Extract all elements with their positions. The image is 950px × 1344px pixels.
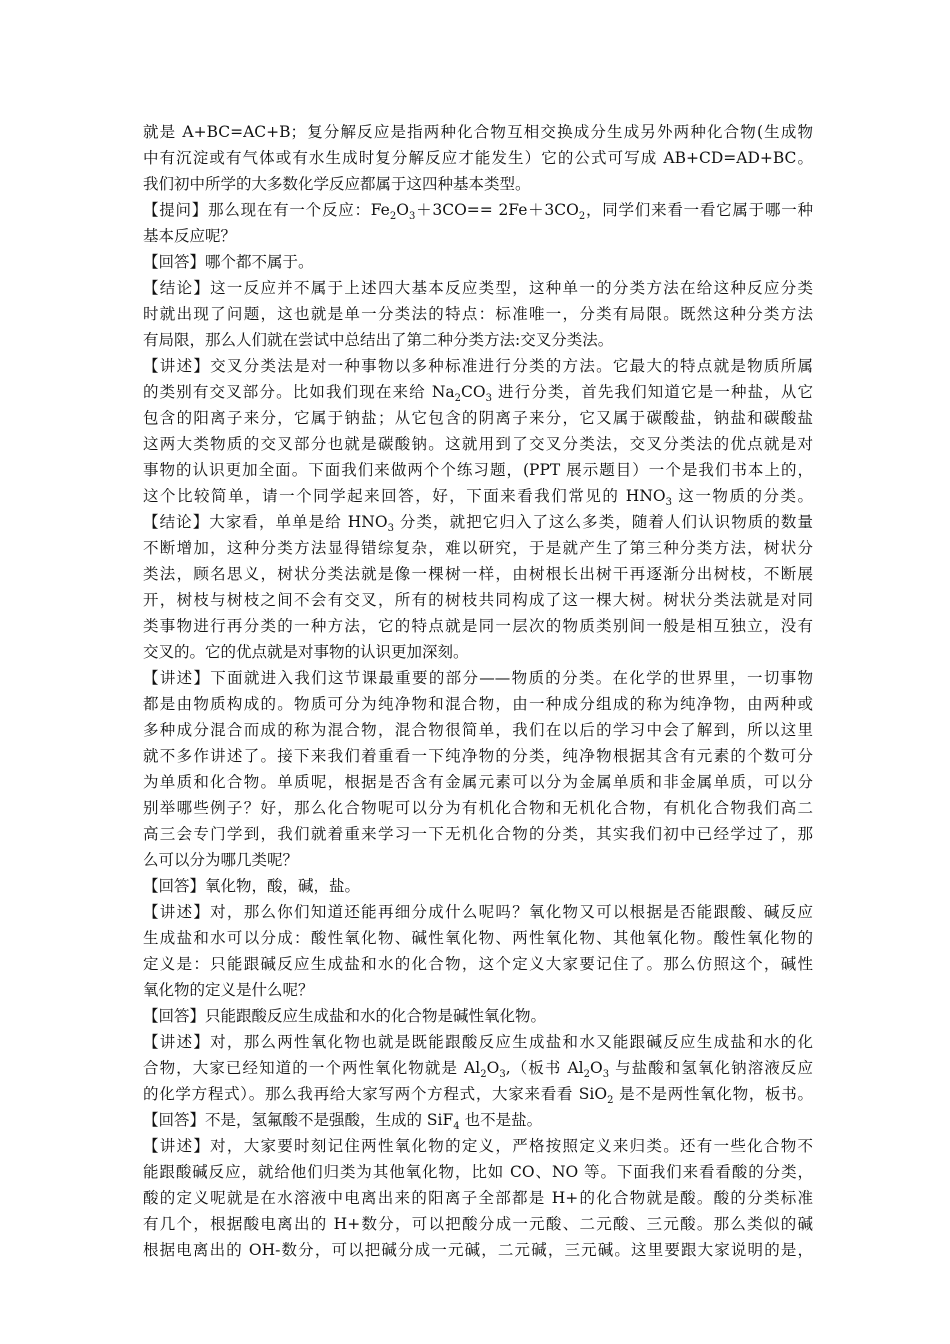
text-line: 包含的阳离子来分，它属于钠盐；从它包含的阴离子来分，它又属于碳酸盐，钠盐和碳酸盐 xyxy=(143,409,813,427)
text-line: 事物的认识更加全面。下面我们来做两个个练习题，(PPT 展示题目）一个是我们书本上的， xyxy=(143,461,813,479)
text-line: 【讲述】对，那么两性氧化物也就是既能跟酸反应生成盐和水又能跟碱反应生成盐和水的化 xyxy=(143,1033,813,1051)
text-line: 的类别有交叉部分。比如我们现在来给 $Na_2CO_3$ 进行分类，首先我们知道它是一种盐，从它 xyxy=(143,383,813,404)
text-line: 不断增加，这种分类方法显得错综复杂，难以研究，于是就产生了第三种分类方法，树状分 xyxy=(143,539,813,557)
text-line: 【回答】不是，氢氟酸不是强酸，生成的 SiF$_4$ 也不是盐。 xyxy=(143,1111,543,1132)
text-line: 时就出现了问题，这也就是单一分类法的特点：标准唯一，分类有局限。既然这种分类方法 xyxy=(143,305,813,323)
text-line: 基本反应呢？ xyxy=(143,227,237,245)
text-line: 么可以分为哪几类呢？ xyxy=(143,851,299,869)
text-line: 就不多作讲述了。接下来我们着重看一下纯净物的分类，纯净物根据其含有元素的个数可分 xyxy=(143,747,813,765)
text-line: 定义是：只能跟碱反应生成盐和水的化合物，这个定义大家要记住了。那么仿照这个，碱性 xyxy=(143,955,813,973)
text-line: 就是 A+BC=AC+B；复分解反应是指两种化合物互相交换成分生成另外两种化合物(生成物 xyxy=(143,123,813,141)
text-line: 【讲述】下面就进入我们这节课最重要的部分——物质的分类。在化学的世界里，一切事物 xyxy=(143,669,813,687)
text-line: 【讲述】对，那么你们知道还能再细分成什么呢吗？氧化物又可以根据是否能跟酸、碱反应 xyxy=(143,903,813,921)
text-line: 【提问】那么现在有一个反应：$Fe_2O_3+3CO== 2Fe+3CO_2$，同学们来看一看它属于哪一种 xyxy=(143,201,813,222)
text-line: 【讲述】交叉分类法是对一种事物以多种标准进行分类的方法。它最大的特点就是物质所属 xyxy=(143,357,813,375)
text-line: 有局限，那么人们就在尝试中总结出了第二种分类方法:交叉分类法。 xyxy=(143,331,614,349)
text-line: 高三会专门学到，我们就着重来学习一下无机化合物的分类，其实我们初中已经学过了，那 xyxy=(143,825,813,843)
text-line: 中有沉淀或有气体或有水生成时复分解反应才能发生）它的公式可写成 AB+CD=AD+BC。 xyxy=(143,149,813,167)
text-line: 的化学方程式）。那么我再给大家写两个方程式，大家来看看 SiO$_2$ 是不是两性氧化物，板书。 xyxy=(143,1085,813,1106)
text-line: 别举哪些例子？好，那么化合物呢可以分为有机化合物和无机化合物，有机化合物我们高二 xyxy=(143,799,813,817)
text-line: 根据电离出的 OH-数分，可以把碱分成一元碱，二元碱，三元碱。这里要跟大家说明的是， xyxy=(143,1241,813,1259)
text-line: 【讲述】对，大家要时刻记住两性氧化物的定义，严格按照定义来归类。还有一些化合物不 xyxy=(143,1137,813,1155)
text-line: 合物，大家已经知道的一个两性氧化物就是 $Al_2O_3$,（板书 $Al_2O_3$ 与盐酸和氢氧化钠溶液反应 xyxy=(143,1059,813,1080)
text-line: 氧化物的定义是什么呢？ xyxy=(143,981,314,999)
document-body xyxy=(143,119,813,1263)
text-line: 为单质和化合物。单质呢，根据是否含有金属元素可以分为金属单质和非金属单质，可以分 xyxy=(143,773,813,791)
text-line: 有几个，根据酸电离出的 H+数分，可以把酸分成一元酸、二元酸、三元酸。那么类似的碱 xyxy=(143,1215,813,1233)
text-line: 多种成分混合而成的称为混合物，混合物很简单，我们在以后的学习中会了解到，所以这里 xyxy=(143,721,813,739)
text-line: 【回答】只能跟酸反应生成盐和水的化合物是碱性氧化物。 xyxy=(143,1007,547,1025)
text-line: 生成盐和水可以分成：酸性氧化物、碱性氧化物、两性氧化物、其他氧化物。酸性氧化物的 xyxy=(143,929,813,947)
text-line: 【结论】大家看，单单是给 $HNO_3$ 分类，就把它归入了这么多类，随着人们认识物质的数量 xyxy=(143,513,813,534)
text-line: 这两大类物质的交叉部分也就是碳酸钠。这就用到了交叉分类法，交叉分类法的优点就是对 xyxy=(143,435,813,453)
text-line: 类法，顾名思义，树状分类法就是像一棵树一样，由树根长出树干再逐渐分出树枝，不断展 xyxy=(143,565,813,583)
text-line: 【回答】哪个都不属于。 xyxy=(143,253,314,271)
text-line: 【结论】这一反应并不属于上述四大基本反应类型，这种单一的分类方法在给这种反应分类 xyxy=(143,279,813,297)
text-line: 类事物进行再分类的一种方法，它的特点就是同一层次的物质类别间一般是相互独立，没有 xyxy=(143,617,813,635)
text-line: 能跟酸碱反应，就给他们归类为其他氧化物，比如 CO、NO 等。下面我们来看看酸的分类， xyxy=(143,1163,813,1181)
text-line: 交叉的。它的优点就是对事物的认识更加深刻。 xyxy=(143,643,469,661)
text-line: 酸的定义呢就是在水溶液中电离出来的阳离子全部都是 H+的化合物就是酸。酸的分类标准 xyxy=(143,1189,813,1207)
text-line: 【回答】氧化物，酸，碱，盐。 xyxy=(143,877,361,895)
text-line: 我们初中所学的大多数化学反应都属于这四种基本类型。 xyxy=(143,175,531,193)
text-line: 都是由物质构成的。物质可分为纯净物和混合物，由一种成分组成的称为纯净物，由两种或 xyxy=(143,695,813,713)
text-line: 开，树枝与树枝之间不会有交叉，所有的树枝共同构成了这一棵大树。树状分类法就是对同 xyxy=(143,591,813,609)
text-line: 这个比较简单，请一个同学起来回答，好，下面来看我们常见的 $HNO_3$ 这一物质的分类。 xyxy=(143,487,813,508)
